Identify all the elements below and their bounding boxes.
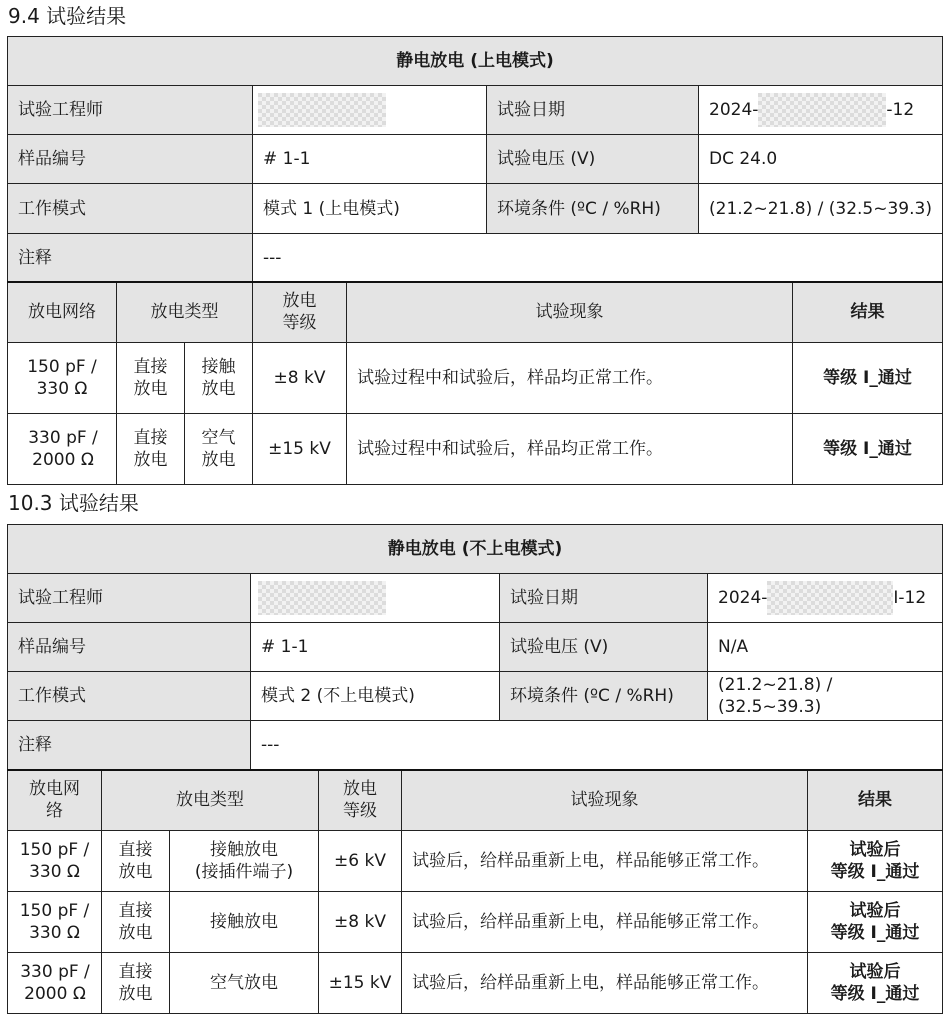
date-suffix: I-12 — [893, 588, 927, 608]
type1-cell: 直接放电 — [117, 413, 185, 484]
type2-main: 接触放电 — [210, 839, 278, 860]
date-redacted — [767, 581, 893, 615]
type1-cell: 直接放电 — [102, 891, 170, 952]
type1-cell: 直接放电 — [117, 342, 185, 413]
sample-value: # 1-1 — [253, 135, 487, 184]
esd-unpowered-info-table — [7, 524, 943, 770]
phenomenon-cell: 试验后，给样品重新上电，样品能够正常工作。 — [402, 891, 808, 952]
date-value — [699, 86, 943, 135]
header-level: 放电等级 — [319, 770, 402, 830]
network-cell: 150 pF / 330 Ω — [8, 342, 117, 413]
result-cell — [808, 952, 943, 1013]
result-line2: 等级 I_通过 — [830, 861, 920, 882]
esd-unpowered-results-table — [7, 769, 943, 1014]
date-suffix: -12 — [886, 100, 915, 120]
note-value: --- — [251, 721, 943, 770]
sample-label: 样品编号 — [8, 135, 253, 184]
network-cell: 330 pF / 2000 Ω — [8, 952, 102, 1013]
level-cell: ±15 kV — [319, 952, 402, 1013]
engineer-label: 试验工程师 — [8, 86, 253, 135]
section-heading-10-3: 10.3 试验结果 — [8, 491, 139, 515]
esd-powered-results-table — [7, 281, 943, 485]
table-row — [8, 342, 943, 413]
sample-label: 样品编号 — [8, 623, 251, 672]
date-label: 试验日期 — [500, 574, 708, 623]
env-label: 环境条件 (ºC / %RH) — [487, 184, 699, 234]
type2-cell: 接触放电 — [185, 342, 253, 413]
date-redacted — [758, 93, 886, 127]
table-row — [8, 413, 943, 484]
result-cell — [808, 830, 943, 891]
level-cell: ±8 kV — [319, 891, 402, 952]
date-prefix: 2024- — [709, 100, 759, 120]
header-phenomenon: 试验现象 — [347, 282, 793, 342]
table-row — [8, 952, 943, 1013]
env-value: (21.2~21.8) / (32.5~39.3) — [708, 672, 943, 721]
voltage-value: DC 24.0 — [699, 135, 943, 184]
mode-value: 模式 2 (不上电模式) — [251, 672, 500, 721]
level-cell: ±15 kV — [253, 413, 347, 484]
header-type: 放电类型 — [102, 770, 319, 830]
mode-value: 模式 1 (上电模式) — [253, 184, 487, 234]
network-cell: 150 pF / 330 Ω — [8, 891, 102, 952]
header-type: 放电类型 — [117, 282, 253, 342]
type2-cell: 空气放电 — [170, 952, 319, 1013]
table-row — [8, 891, 943, 952]
level-cell: ±8 kV — [253, 342, 347, 413]
env-value: (21.2~21.8) / (32.5~39.3) — [699, 184, 943, 234]
date-label: 试验日期 — [487, 86, 699, 135]
result-cell — [808, 891, 943, 952]
result-line1: 试验后 — [849, 900, 901, 921]
mode-label: 工作模式 — [8, 672, 251, 721]
result-line1: 试验后 — [849, 961, 901, 982]
note-value: --- — [253, 234, 943, 282]
type1-cell: 直接放电 — [102, 830, 170, 891]
voltage-label: 试验电压 (V) — [500, 623, 708, 672]
note-label: 注释 — [8, 721, 251, 770]
table-row — [8, 830, 943, 891]
network-cell: 330 pF / 2000 Ω — [8, 413, 117, 484]
type2-cell: 接触放电 — [170, 891, 319, 952]
result-line1: 试验后 — [849, 839, 901, 860]
engineer-value-redacted — [251, 574, 500, 623]
date-value — [708, 574, 943, 623]
section-heading-9-4: 9.4 试验结果 — [8, 4, 127, 28]
esd-powered-info-table — [7, 36, 943, 282]
phenomenon-cell: 试验过程中和试验后，样品均正常工作。 — [347, 413, 793, 484]
engineer-label: 试验工程师 — [8, 574, 251, 623]
type2-cell — [170, 830, 319, 891]
network-cell: 150 pF / 330 Ω — [8, 830, 102, 891]
result-line2: 等级 I_通过 — [830, 922, 920, 943]
type2-cell: 空气放电 — [185, 413, 253, 484]
header-result: 结果 — [808, 770, 943, 830]
env-label: 环境条件 (ºC / %RH) — [500, 672, 708, 721]
table-title: 静电放电 (上电模式) — [8, 37, 943, 86]
engineer-value-redacted — [253, 86, 487, 135]
header-network: 放电网络 — [8, 282, 117, 342]
header-phenomenon: 试验现象 — [402, 770, 808, 830]
voltage-value: N/A — [708, 623, 943, 672]
result-line2: 等级 I_通过 — [830, 983, 920, 1004]
sample-value: # 1-1 — [251, 623, 500, 672]
header-result: 结果 — [793, 282, 943, 342]
mode-label: 工作模式 — [8, 184, 253, 234]
phenomenon-cell: 试验后，给样品重新上电，样品能够正常工作。 — [402, 952, 808, 1013]
level-cell: ±6 kV — [319, 830, 402, 891]
header-network: 放电网络 — [8, 770, 102, 830]
result-cell: 等级 I_通过 — [793, 413, 943, 484]
note-label: 注释 — [8, 234, 253, 282]
phenomenon-cell: 试验后，给样品重新上电，样品能够正常工作。 — [402, 830, 808, 891]
result-cell: 等级 I_通过 — [793, 342, 943, 413]
type1-cell: 直接放电 — [102, 952, 170, 1013]
header-level: 放电等级 — [253, 282, 347, 342]
date-prefix: 2024- — [718, 588, 768, 608]
table-title: 静电放电 (不上电模式) — [8, 525, 943, 574]
voltage-label: 试验电压 (V) — [487, 135, 699, 184]
type2-sub: (接插件端子) — [194, 861, 294, 882]
phenomenon-cell: 试验过程中和试验后，样品均正常工作。 — [347, 342, 793, 413]
